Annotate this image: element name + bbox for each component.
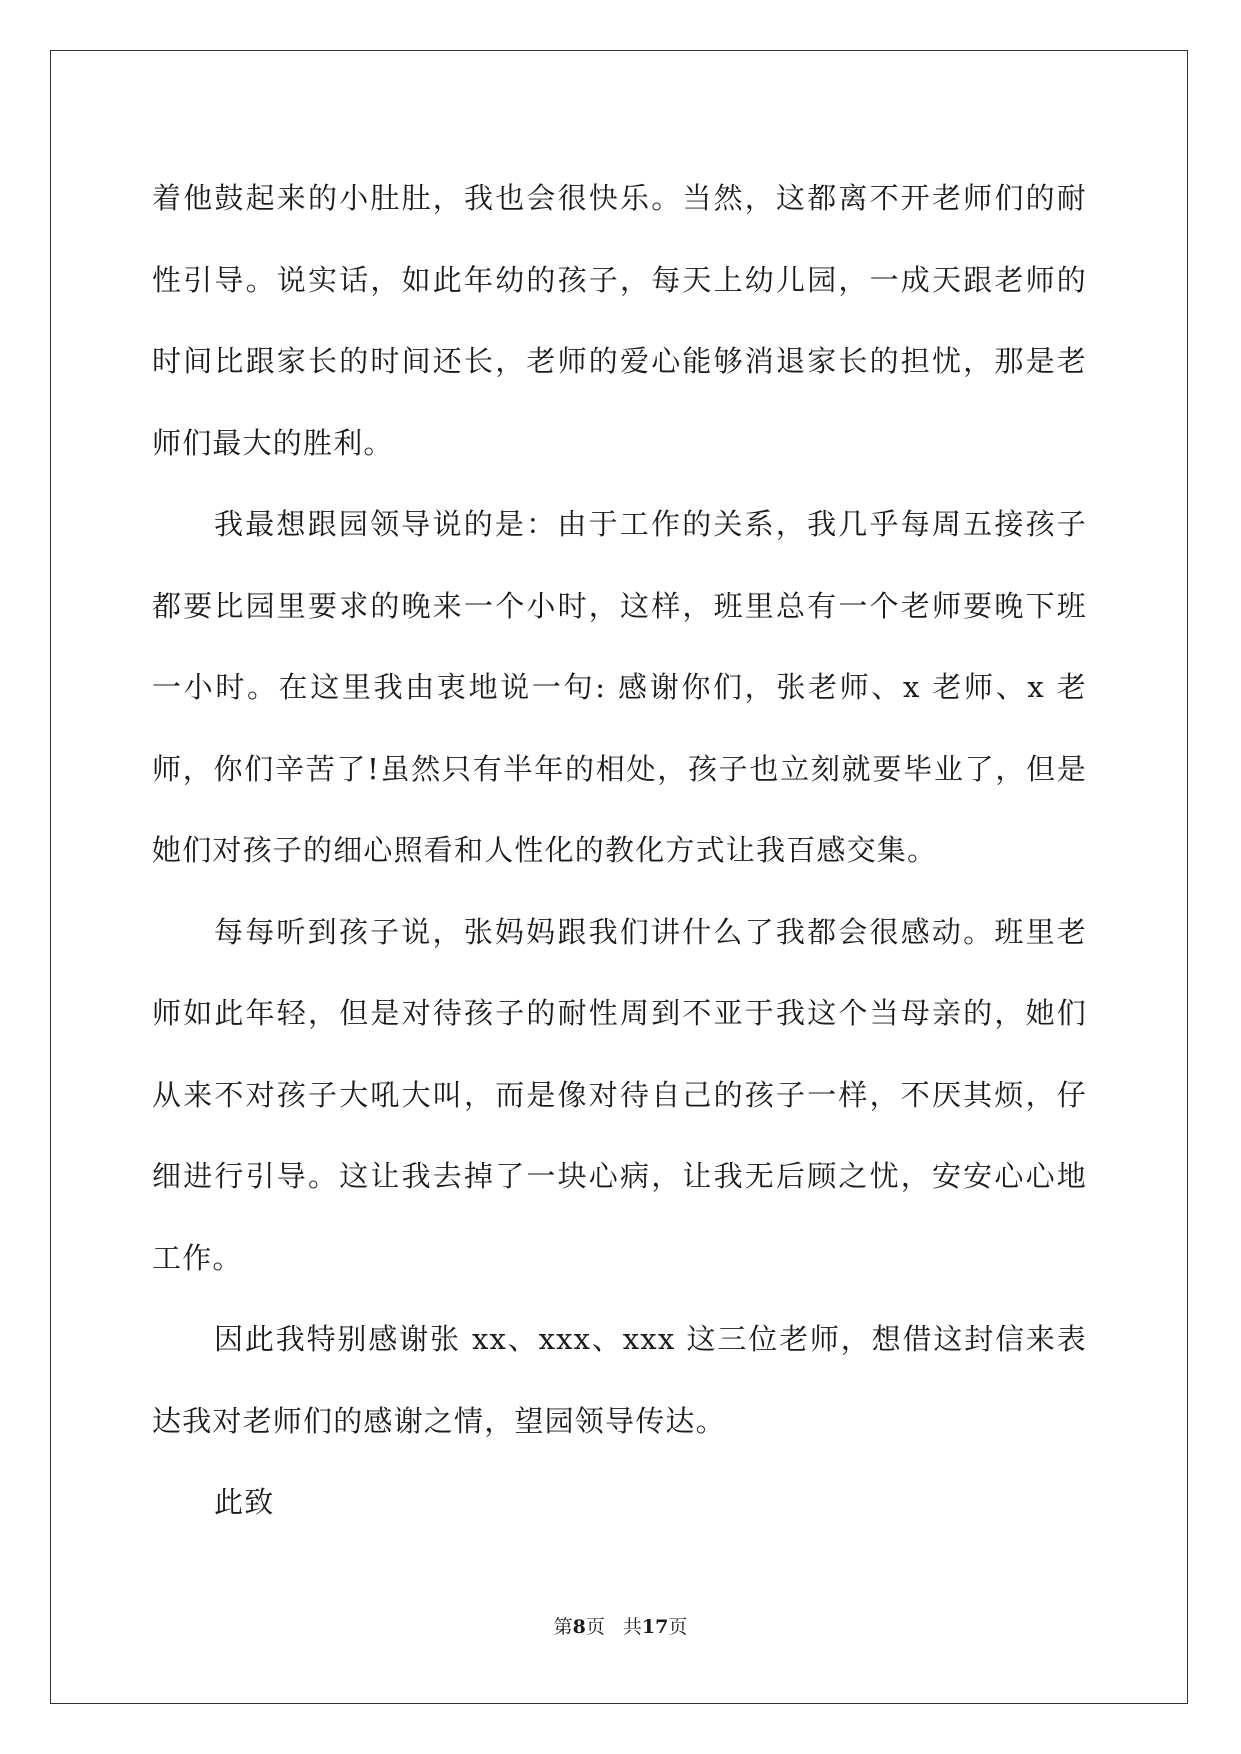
- total-suffix: 页: [668, 1616, 688, 1638]
- page-number: 8: [572, 1616, 586, 1638]
- paragraph-4: 因此我特别感谢张 xx、xxx、xxx 这三位老师，想借这封信来表达我对老师们的感谢之情，望园领导传达。: [152, 1322, 1087, 1438]
- paragraph-3: 每每听到孩子说，张妈妈跟我们讲什么了我都会很感动。班里老师如此年轻，但是对待孩子的耐性周到不亚于我这个当母亲的，她们从来不对孩子大吼大叫，而是像对待自己的孩子一样，不厌其烦，仔细进行引导。这让我去掉了一块心病，让我无后顾之忧，安安心心地工作。: [152, 914, 1087, 1275]
- page-prefix: 第: [553, 1616, 573, 1638]
- letter-body: [152, 158, 1087, 1544]
- page-footer: [0, 1612, 1241, 1639]
- total-pages: 17: [641, 1616, 669, 1638]
- page-suffix: 页: [585, 1616, 605, 1638]
- total-prefix: 共: [622, 1616, 642, 1638]
- closing-salutation: 此致: [214, 1485, 275, 1519]
- paragraph-1: 着他鼓起来的小肚肚，我也会很快乐。当然，这都离不开老师们的耐性引导。说实话，如此年幼的孩子，每天上幼儿园，一成天跟老师的时间比跟家长的时间还长，老师的爱心能够消退家长的担忧，那是老师们最大的胜利。: [152, 181, 1087, 460]
- paragraph-2: 我最想跟园领导说的是：由于工作的关系，我几乎每周五接孩子都要比园里要求的晚来一个小时，这样，班里总有一个老师要晚下班一小时。在这里我由衷地说一句: 感谢你们，张老师、x 老师、x 老师，你们辛苦了!虽然只有半年的相处，孩子也立刻就要毕业了，但是她们对孩子的细心照看和人性化的教化方式让我百感交集。: [152, 507, 1087, 867]
